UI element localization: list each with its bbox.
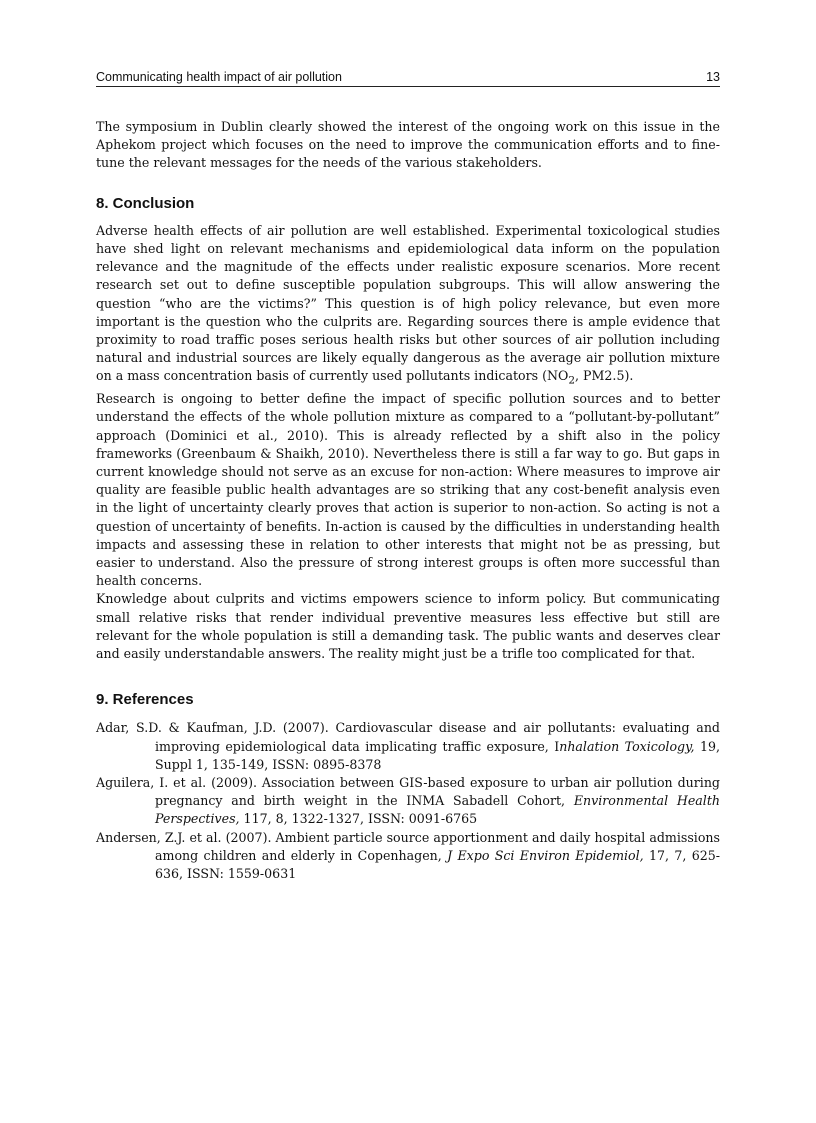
no2-subscript: 2 xyxy=(568,374,576,387)
conclusion-p1-text: Adverse health effects of air pollution are well established. Experimental toxicological studies have shed light on relevant mechanisms and epidemiological data inform on the population relevance and the magnitude of the effects under realistic exposure scenarios. More recent research set out to define susceptible population subgroups. This will allow answering the question “who are the victims?” This question is of high policy relevance, but even more important is the question who the culprits are. Regarding sources there is ample evidence that proximity to road traffic poses serious health risks but other sources of air pollution including natural and industrial sources are likely equally dangerous as the average air pollution mixture on a mass concentration basis of currently used pollutants indicators (NO xyxy=(96,222,720,384)
reference-details: 19, Suppl 1, 135-149, ISSN: 0895-8378 xyxy=(155,738,720,772)
reference-text: Adar, S.D. & Kaufman, J.D. (2007). Cardiovascular disease and air pollutants: evaluating and improving epidemiological data implicating traffic exposure, I xyxy=(96,720,720,754)
reference-text: Andersen, Z.J. et al. (2007). Ambient particle source apportionment and daily hospital admissions among children and elderly in Copenhagen, xyxy=(96,829,720,863)
reference-journal: Environmental Health Perspectives, xyxy=(155,793,720,827)
body-text xyxy=(96,118,720,883)
reference-journal: nhalation Toxicology, xyxy=(559,738,695,754)
conclusion-paragraph-2: Research is ongoing to better define the impact of specific pollution sources and to better understand the effects of the whole pollution mixture as compared to a “pollutant-by-pollutant” approach (Dominici et al., 2010). This is already reflected by a shift also in the policy frameworks (Greenbaum & Shaikh, 2010). Nevertheless there is still a far way to go. But gaps in current knowledge should not serve as an excuse for non-action: Where measures to improve air quality are feasible public health advantages are so striking that any cost-benefit analysis even in the light of uncertainty clearly proves that action is superior to non-action. So acting is not a question of uncertainty of benefits. In-action is caused by the difficulties in understanding health impacts and assessing these in relation to other interests that might not be as pressing, but easier to understand. Also the pressure of strong interest groups is often more successful than health concerns. xyxy=(96,391,720,589)
reference-item xyxy=(96,774,720,829)
reference-item xyxy=(96,829,720,884)
reference-text: Aguilera, I. et al. (2009). Association between GIS-based exposure to urban air pollution during pregnancy and birth weight in the INMA Sabadell Cohort, xyxy=(96,775,720,809)
reference-details: 17, 7, 625-636, ISSN: 1559-0631 xyxy=(155,847,720,882)
conclusion-paragraph-1 xyxy=(96,222,720,390)
running-header xyxy=(96,70,720,87)
reference-details: 117, 8, 1322-1327, ISSN: 0091-6765 xyxy=(239,811,478,827)
page-number: 13 xyxy=(706,70,720,84)
reference-journal: J Expo Sci Environ Epidemiol, xyxy=(447,847,644,863)
references-heading: 9. References xyxy=(96,691,194,709)
reference-list xyxy=(96,719,720,883)
conclusion-paragraph-3: Knowledge about culprits and victims empowers science to inform policy. But communicating small relative risks that render individual preventive measures less effective but still are relevant for the whole population is still a demanding task. The public wants and deserves clear and easily understandable answers. The reality might just be a trifle too complicated for that. xyxy=(96,591,720,661)
header-title: Communicating health impact of air pollution xyxy=(96,70,342,84)
conclusion-heading: 8. Conclusion xyxy=(96,194,195,212)
intro-paragraph: The symposium in Dublin clearly showed the interest of the ongoing work on this issue in the Aphekom project which focuses on the need to improve the communication efforts and to fine-tune the relevant messages for the needs of the various stakeholders. xyxy=(96,119,720,171)
conclusion-p1-end: , PM2.5). xyxy=(575,368,634,384)
reference-item xyxy=(96,719,720,774)
